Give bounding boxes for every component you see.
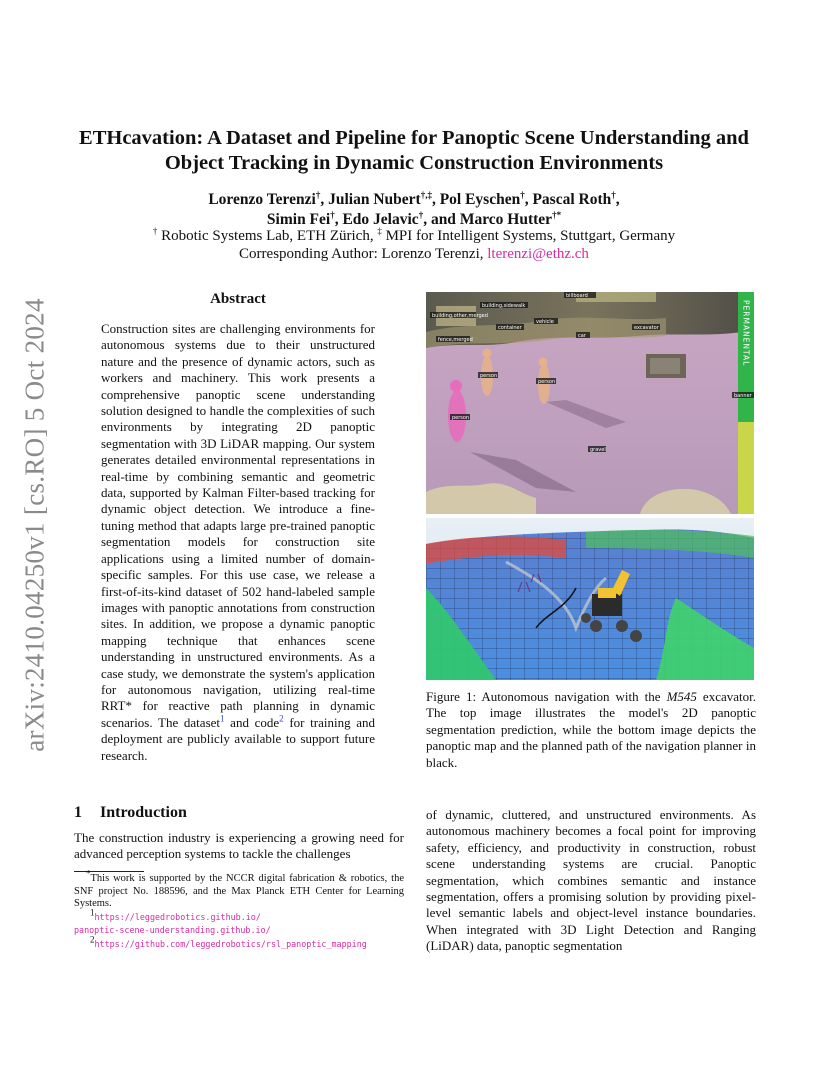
author-name: Marco Hutter bbox=[459, 210, 553, 228]
author-separator: , bbox=[524, 191, 533, 208]
section-heading-introduction bbox=[74, 804, 187, 822]
seg-label: banner bbox=[734, 393, 752, 399]
abstract-body bbox=[101, 321, 375, 764]
author-name: Edo Jelavic bbox=[342, 210, 419, 228]
figure-caption bbox=[426, 689, 756, 771]
author-name: Julian Nubert bbox=[328, 191, 421, 208]
author-separator: , bbox=[431, 191, 440, 208]
seg-label: container bbox=[498, 325, 522, 331]
footnote-mark: 1 bbox=[90, 907, 95, 917]
intro-paragraph-left: The construction industry is experiencing a growing need for advanced perception systems to tackle the challenges bbox=[74, 830, 404, 862]
footnote-rule bbox=[74, 871, 144, 872]
abstract-text: Construction sites are challenging environments for autonomous systems due to their unstructured nature and the presence of dynamic actors, such as workers and machinery. This work presents a comprehensive panoptic scene understanding solution designed to handle the complexities of such environments by integrating 2D panoptic segmentation with 3D LiDAR mapping. Our system generates detailed environmental representations in real-time by combining semantic and geometric data, supported by Kalman Filter-based tracking for dynamic object detection. We introduce a fine-tuning method that adapts large pre-trained panoptic segmentation models for construction site applications using a limited number of domain-specific samples. For this use case, we release a first-of-its-kind dataset of 502 hand-labeled sample images with panoptic annotations from construction sites. In addition, we propose a dynamic panoptic mapping technique that enhances scene understanding in unstructured environments. As a case study, we demonstrate the system's application for autonomous navigation, utilizing real-time RRT* for reactive path planning in dynamic scenarios. The dataset bbox=[101, 321, 375, 730]
section-title: Introduction bbox=[100, 804, 187, 821]
seg-label: billboard bbox=[566, 293, 588, 299]
footnotes bbox=[74, 868, 404, 951]
seg-label: car bbox=[578, 333, 586, 339]
footnote-ref[interactable]: 2 bbox=[279, 713, 284, 724]
seg-label: person bbox=[538, 379, 556, 385]
caption-text: Figure 1: Autonomous navigation with the bbox=[426, 689, 667, 704]
footnote-link[interactable]: https://leggedrobotics.github.io/ bbox=[94, 911, 261, 922]
author-mark: † bbox=[315, 189, 321, 200]
seg-label: building,other,merged bbox=[432, 313, 488, 319]
footnote-link[interactable]: https://github.com/leggedrobotics/rsl_panoptic_mapping bbox=[94, 938, 367, 949]
caption-emphasis: M545 bbox=[666, 689, 697, 704]
footnote-text: This work is supported by the NCCR digital fabrication & robotics, the SNF project No. 188596, and the Max Planck ETH Center for Learning Systems. bbox=[74, 873, 404, 909]
seg-label: excavator bbox=[634, 325, 659, 331]
abstract-heading: Abstract bbox=[210, 291, 266, 307]
author-separator: , bbox=[320, 191, 329, 208]
banner-text: PERMANENTAL bbox=[741, 300, 751, 367]
footnote-mark: 2 bbox=[90, 934, 95, 944]
caption-text: excavator. The top image illustrates the model's 2D panoptic segmentation prediction, while the bottom image depicts the panoptic map and the planned path of the navigation planner in black. bbox=[426, 689, 756, 770]
panoptic-map-image bbox=[426, 518, 754, 680]
author-name: Lorenzo Terenzi bbox=[208, 191, 316, 208]
author-mark: † bbox=[330, 209, 335, 220]
author-mark: †,‡ bbox=[420, 189, 432, 200]
author-mark: †* bbox=[552, 209, 562, 220]
corresponding-author bbox=[60, 245, 768, 263]
footnote-mark: * bbox=[86, 868, 91, 879]
seg-label: vehicle bbox=[536, 319, 554, 325]
footnote-2 bbox=[74, 934, 404, 952]
abstract-text: and code bbox=[224, 714, 280, 730]
author-mark: † bbox=[611, 189, 616, 200]
author-name: Pascal Roth bbox=[532, 191, 612, 208]
footnote-ref[interactable]: 1 bbox=[220, 713, 225, 724]
author-name: Pol Eyschen bbox=[439, 191, 521, 208]
footnote-1 bbox=[74, 907, 404, 925]
section-number: 1 bbox=[74, 804, 82, 821]
affil-mark: † bbox=[152, 226, 158, 236]
email-link[interactable]: lterenzi@ethz.ch bbox=[487, 246, 589, 262]
affil-text: MPI for Intelligent Systems, Stuttgart, Germany bbox=[381, 228, 676, 244]
seg-label: gravel bbox=[590, 447, 606, 453]
panoptic-segmentation-image bbox=[426, 292, 754, 514]
seg-label: fence,merged bbox=[438, 337, 473, 343]
author-separator: , bbox=[334, 210, 343, 228]
affil-text: Robotic Systems Lab, ETH Zürich, bbox=[157, 228, 378, 244]
author-name: Simin Fei bbox=[266, 210, 331, 228]
author-list: Lorenzo Terenzi†, Julian Nubert†,‡, Pol Eyschen†, Pascal Roth†, Simin Fei†, Edo Jelavic†, and Marco Hutter†* bbox=[208, 189, 620, 228]
footnote-funding bbox=[74, 868, 404, 911]
affiliations bbox=[60, 227, 768, 245]
footnote-1-continued bbox=[74, 924, 404, 938]
author-separator: , and bbox=[423, 210, 460, 228]
abstract-text: for training and deployment are publicly available to support future research. bbox=[101, 714, 375, 763]
seg-label: person bbox=[480, 373, 498, 379]
seg-label: building,sidewalk bbox=[482, 303, 526, 309]
paper-title: ETHcavation: A Dataset and Pipeline for Panoptic Scene Understanding and Object Tracking in Dynamic Construction Environments bbox=[79, 127, 749, 174]
affil-mark: ‡ bbox=[377, 226, 382, 236]
figure-1 bbox=[426, 292, 754, 680]
author-mark: † bbox=[520, 189, 525, 200]
corresponding-label: Corresponding Author: Lorenzo Terenzi, bbox=[239, 246, 488, 262]
intro-paragraph-right: of dynamic, cluttered, and unstructured environments. As autonomous machinery becomes a focal point for improving safety, efficiency, and productivity in construction, robust scene understanding systems are crucial. Panoptic segmentation, which combines semantic and instance segmentation, offers a promising solution by providing pixel-level semantic labels and object-level instance boundaries. When integrated with 3D Light Detection and Ranging (LiDAR) data, panoptic segmentation bbox=[426, 807, 756, 954]
author-mark: † bbox=[418, 209, 424, 220]
seg-label: person bbox=[452, 415, 470, 421]
arxiv-identifier: arXiv:2410.04250v1 [cs.RO] 5 Oct 2024 bbox=[19, 298, 50, 752]
arxiv-sidebar bbox=[10, 290, 60, 760]
footnote-link[interactable]: panoptic-scene-understanding.github.io/ bbox=[74, 925, 271, 935]
